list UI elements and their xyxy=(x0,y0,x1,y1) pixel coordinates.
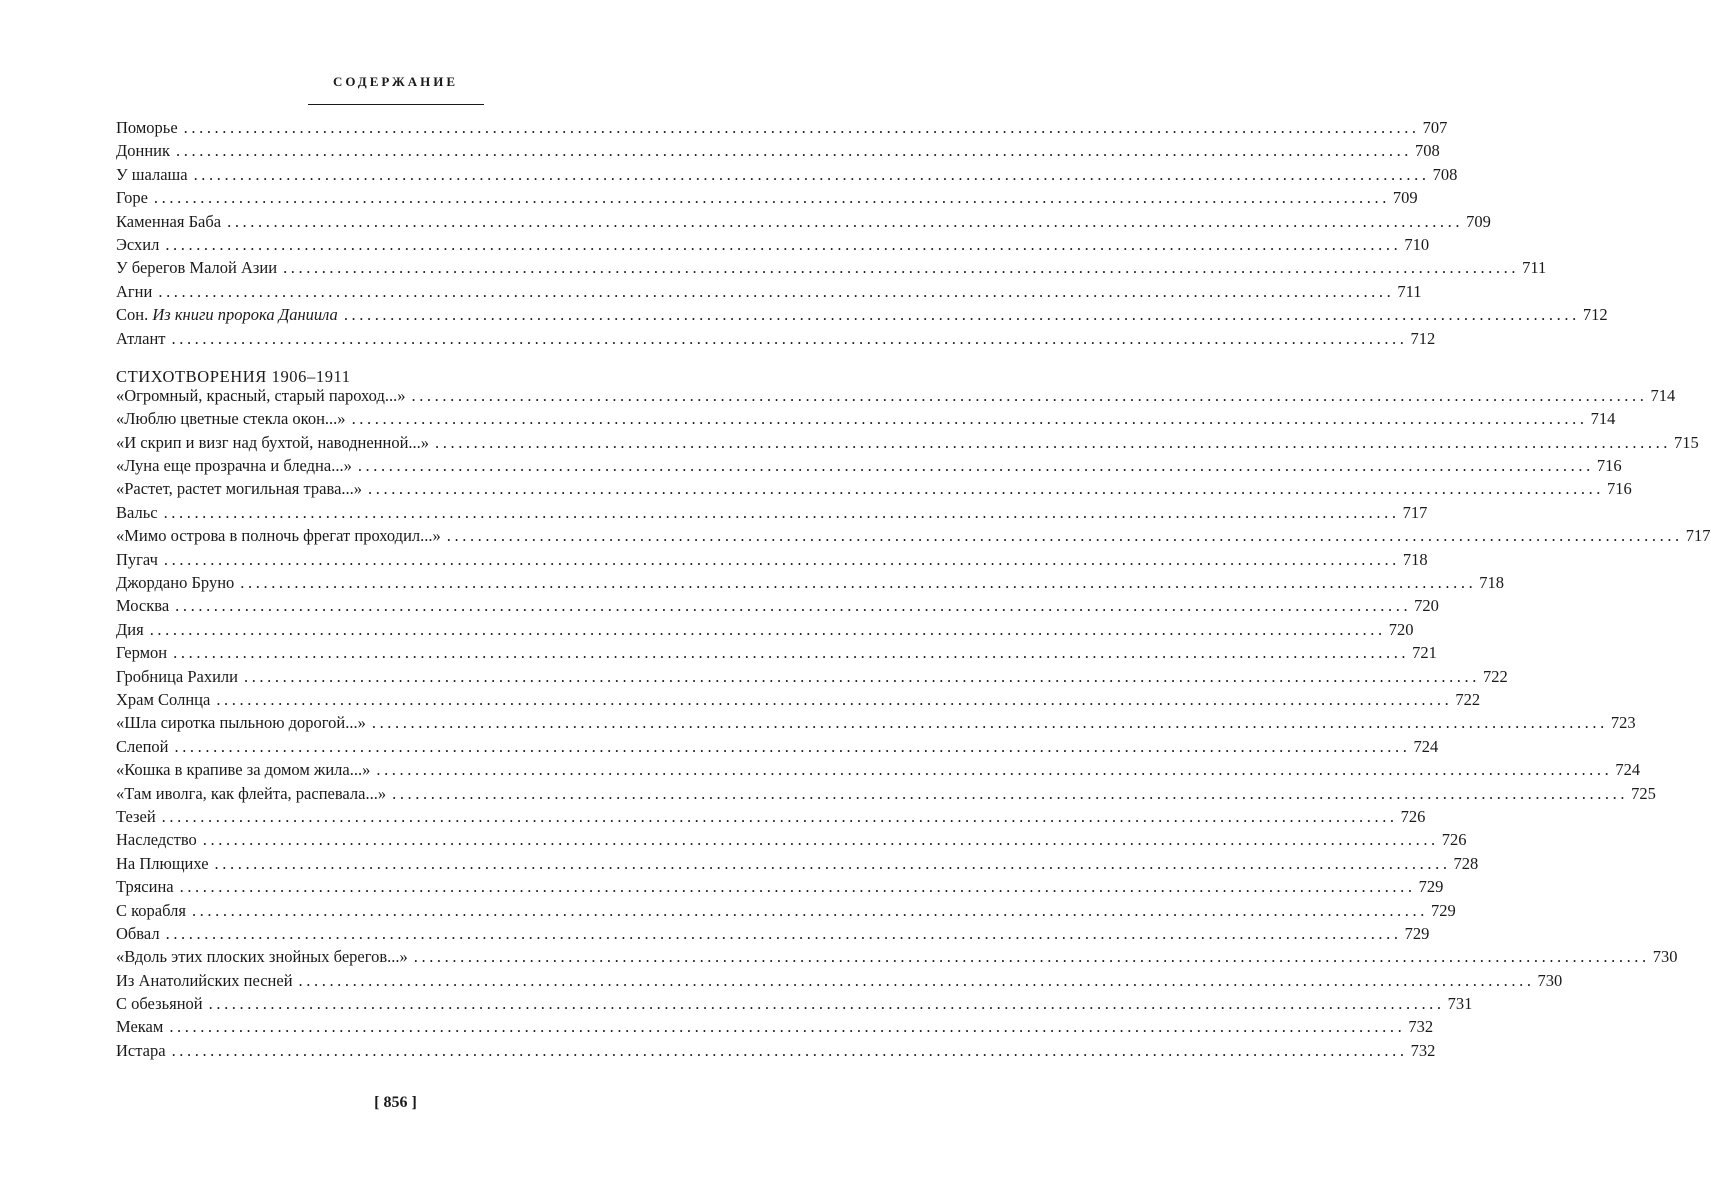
toc-entry-page: 729 xyxy=(1404,923,1430,943)
toc-entry-title-text: Пугач xyxy=(116,549,158,569)
toc-entry-title xyxy=(116,667,238,687)
toc-group-section xyxy=(116,385,1711,1064)
toc-entry-title xyxy=(116,188,148,208)
toc-entry-page: 708 xyxy=(1432,164,1458,184)
toc-entry-page: 712 xyxy=(1410,328,1436,348)
toc-entry-page: 710 xyxy=(1404,234,1430,254)
dot-leader: ................................................................................................................................................................ xyxy=(413,947,1650,967)
toc-entry xyxy=(116,118,1448,141)
toc-entry-title xyxy=(116,409,346,429)
toc-entry-title-text: Каменная Баба xyxy=(116,211,222,231)
toc-entry-page: 707 xyxy=(1422,118,1448,137)
page-header: СОДЕРЖАНИЕ xyxy=(332,74,459,89)
toc-entry-title xyxy=(116,854,209,874)
toc-entry-page: 722 xyxy=(1455,689,1481,709)
toc-entry xyxy=(116,456,1622,479)
toc-entry-title xyxy=(116,713,366,733)
dot-leader: ................................................................................................................................................................ xyxy=(183,118,1420,137)
toc-entry-title xyxy=(116,947,408,967)
dot-leader: ................................................................................................................................................................ xyxy=(161,806,1398,826)
dot-leader: ................................................................................................................................................................ xyxy=(371,713,1608,733)
toc-entry-title xyxy=(116,329,166,349)
toc-entry-page: 714 xyxy=(1650,385,1676,405)
toc-entry-title-text: «Люблю цветные стекла окон...» xyxy=(116,409,346,429)
dot-leader: ................................................................................................................................................................ xyxy=(376,760,1613,780)
dot-leader: ................................................................................................................................................................ xyxy=(175,596,1412,616)
dot-leader: ................................................................................................................................................................ xyxy=(446,526,1683,546)
toc-entry-title xyxy=(116,235,159,255)
toc-entry-title-text: Вальс xyxy=(116,502,158,522)
toc-entry-page: 725 xyxy=(1631,783,1656,803)
toc-entry xyxy=(116,830,1467,853)
toc-entry xyxy=(116,994,1473,1017)
dot-leader: ................................................................................................................................................................ xyxy=(202,830,1439,850)
toc-entry-title xyxy=(116,690,210,710)
toc-entry-title-text: Трясина xyxy=(116,877,174,897)
toc-entry-page: 709 xyxy=(1392,188,1418,208)
toc-entry-title-text: С обезьяной xyxy=(116,994,203,1014)
toc-entry xyxy=(116,409,1616,432)
toc-entry-title-text: Гробница Рахили xyxy=(116,666,238,686)
toc-entry-title-text: Джордано Бруно xyxy=(116,573,235,593)
dot-leader: ................................................................................................................................................................ xyxy=(208,994,1445,1014)
dot-leader: ................................................................................................................................................................ xyxy=(283,258,1520,278)
dot-leader: ................................................................................................................................................................ xyxy=(165,234,1402,254)
toc-entry-subtitle: Из книги пророка Даниила xyxy=(152,305,338,325)
dot-leader: ................................................................................................................................................................ xyxy=(176,141,1413,161)
dot-leader: ................................................................................................................................................................ xyxy=(163,502,1400,522)
toc-entry-title xyxy=(116,165,188,185)
toc-entry xyxy=(116,281,1422,305)
toc-entry-page: 728 xyxy=(1453,853,1479,873)
toc-entry xyxy=(116,923,1430,947)
toc-entry-title-text: «И скрип и визг над бухтой, наводненной...» xyxy=(116,432,430,452)
toc-entry-title xyxy=(116,994,203,1014)
toc-entry xyxy=(116,573,1505,596)
toc-entry-page: 722 xyxy=(1482,666,1508,686)
toc-entry xyxy=(116,328,1436,352)
toc-entry-title xyxy=(116,971,293,991)
toc-entry-title-text: Храм Солнца xyxy=(116,689,211,709)
dot-leader: ................................................................................................................................................................ xyxy=(240,573,1477,593)
toc-entry-title-text: У берегов Малой Азии xyxy=(116,258,278,278)
toc-entry-page: 715 xyxy=(1674,432,1699,452)
dot-leader: ................................................................................................................................................................ xyxy=(171,328,1408,348)
toc-entry-title xyxy=(116,479,362,499)
dot-leader: ................................................................................................................................................................ xyxy=(214,853,1451,873)
dot-leader: ................................................................................................................................................................ xyxy=(169,1017,1406,1037)
toc-entry-title-text: Слепой xyxy=(116,736,169,756)
toc-entry-title-text: Гермон xyxy=(116,643,168,663)
toc-entry xyxy=(116,502,1428,526)
toc-group-top xyxy=(116,118,1608,352)
toc-entry-title-text: Обвал xyxy=(116,923,160,943)
toc-entry-page: 718 xyxy=(1479,573,1505,593)
toc-entry-title xyxy=(116,305,338,325)
dot-leader: ................................................................................................................................................................ xyxy=(343,305,1580,325)
toc-entry-title xyxy=(116,550,158,570)
toc-entry-title-text: Истара xyxy=(116,1040,166,1060)
toc-entry-page: 724 xyxy=(1413,736,1439,756)
dot-leader: ................................................................................................................................................................ xyxy=(392,783,1629,803)
toc-entry-title xyxy=(116,877,174,897)
toc-entry-title xyxy=(116,807,156,827)
toc-entry-page: 711 xyxy=(1397,281,1422,301)
dot-leader: ................................................................................................................................................................ xyxy=(357,456,1594,476)
toc-entry xyxy=(116,760,1641,783)
toc-entry-title-text: У шалаша xyxy=(116,164,188,184)
toc-entry-title xyxy=(116,1041,166,1061)
toc-entry-page: 731 xyxy=(1447,994,1473,1014)
dot-leader: ................................................................................................................................................................ xyxy=(435,432,1672,452)
toc-entry-title-text: Атлант xyxy=(116,328,166,348)
toc-entry xyxy=(116,258,1547,281)
header-rule xyxy=(308,104,484,105)
toc-entry-title-text: Из Анатолийских песней xyxy=(116,970,293,990)
toc-entry-title xyxy=(116,456,352,476)
table-of-contents xyxy=(116,118,1711,1064)
toc-entry-page: 730 xyxy=(1652,947,1678,967)
toc-entry-title-text: Мекам xyxy=(116,1017,164,1037)
toc-entry xyxy=(116,526,1711,549)
toc-entry-title-text: «Растет, растет могильная трава...» xyxy=(116,479,363,499)
toc-entry-page: 721 xyxy=(1412,643,1437,663)
toc-entry-page: 720 xyxy=(1414,596,1439,616)
dot-leader: ................................................................................................................................................................ xyxy=(149,619,1386,639)
toc-entry xyxy=(116,479,1632,502)
toc-entry-title xyxy=(116,212,221,232)
toc-entry xyxy=(116,900,1456,924)
toc-entry xyxy=(116,713,1636,736)
toc-entry-title-text: Горе xyxy=(116,188,148,208)
toc-entry-title-text: Тезей xyxy=(116,806,156,826)
dot-leader: ................................................................................................................................................................ xyxy=(191,900,1428,920)
toc-entry-page: 717 xyxy=(1685,526,1711,546)
toc-entry xyxy=(116,1017,1434,1040)
toc-entry-page: 716 xyxy=(1607,479,1632,499)
toc-entry-page: 729 xyxy=(1430,900,1456,920)
dot-leader: ................................................................................................................................................................ xyxy=(368,479,1605,499)
toc-entry-page: 730 xyxy=(1537,970,1563,990)
dot-leader: ................................................................................................................................................................ xyxy=(179,877,1416,897)
toc-entry-title-text: Агни xyxy=(116,281,153,301)
toc-entry xyxy=(116,619,1414,643)
toc-entry xyxy=(116,853,1479,877)
toc-entry-title-text: «Луна еще прозрачна и бледна...» xyxy=(116,456,352,476)
toc-entry-title-text: Дия xyxy=(116,619,144,639)
toc-entry-title xyxy=(116,573,234,593)
dot-leader: ................................................................................................................................................................ xyxy=(227,211,1464,231)
toc-entry-title-text: Эсхил xyxy=(116,234,160,254)
dot-leader: ................................................................................................................................................................ xyxy=(298,970,1535,990)
toc-entry xyxy=(116,164,1458,188)
toc-entry-title-text: «Там иволга, как флейта, распевала...» xyxy=(116,783,387,803)
toc-entry xyxy=(116,234,1430,258)
toc-entry xyxy=(116,783,1656,807)
toc-entry-title-text: С корабля xyxy=(116,900,186,920)
toc-entry-page: 723 xyxy=(1610,713,1636,733)
toc-entry-page: 716 xyxy=(1596,456,1622,476)
toc-entry xyxy=(116,188,1418,211)
dot-leader: ................................................................................................................................................................ xyxy=(165,923,1402,943)
toc-entry xyxy=(116,666,1508,690)
toc-entry-title xyxy=(116,282,152,302)
toc-entry-page: 732 xyxy=(1408,1017,1434,1037)
toc-entry xyxy=(116,305,1608,328)
toc-entry xyxy=(116,970,1563,994)
dot-leader: ................................................................................................................................................................ xyxy=(351,409,1588,429)
dot-leader: ................................................................................................................................................................ xyxy=(411,385,1648,405)
toc-entry-title xyxy=(116,737,168,757)
toc-entry-page: 724 xyxy=(1615,760,1641,780)
toc-entry-page: 711 xyxy=(1522,258,1547,278)
toc-entry-title-text: «Шла сиротка пыльною дорогой...» xyxy=(116,713,366,733)
toc-entry xyxy=(116,385,1676,409)
toc-entry-page: 720 xyxy=(1388,619,1414,639)
toc-entry-title xyxy=(116,503,158,523)
toc-entry-page: 717 xyxy=(1402,502,1428,522)
toc-entry-page: 709 xyxy=(1466,211,1491,231)
toc-entry-title-text: Сон. xyxy=(116,305,149,325)
toc-entry-title xyxy=(116,386,405,406)
toc-entry xyxy=(116,211,1491,235)
toc-entry xyxy=(116,736,1439,760)
toc-entry-title xyxy=(116,118,178,138)
dot-leader: ................................................................................................................................................................ xyxy=(163,549,1400,569)
toc-entry xyxy=(116,141,1440,164)
toc-entry-page: 726 xyxy=(1400,806,1426,826)
toc-entry-page: 732 xyxy=(1410,1040,1436,1060)
dot-leader: ................................................................................................................................................................ xyxy=(171,1040,1408,1060)
toc-entry-title xyxy=(116,258,277,278)
toc-entry-title xyxy=(116,784,386,804)
page-number: [ 856 ] xyxy=(374,1094,417,1111)
toc-entry-title-text: Донник xyxy=(116,141,171,161)
toc-entry-title xyxy=(116,901,186,921)
toc-entry-title xyxy=(116,760,370,780)
dot-leader: ................................................................................................................................................................ xyxy=(193,164,1430,184)
toc-entry-title xyxy=(116,596,169,616)
dot-leader: ................................................................................................................................................................ xyxy=(173,643,1410,663)
toc-entry-title xyxy=(116,643,167,663)
toc-entry-title xyxy=(116,620,144,640)
toc-entry-title-text: Поморье xyxy=(116,118,178,137)
toc-entry-title-text: На Плющихе xyxy=(116,853,209,873)
toc-entry-title-text: Наследство xyxy=(116,830,197,850)
toc-entry-page: 729 xyxy=(1418,877,1444,897)
section-heading: СТИХОТВОРЕНИЯ 1906–1911 xyxy=(116,366,351,386)
toc-entry xyxy=(116,947,1678,970)
dot-leader: ................................................................................................................................................................ xyxy=(216,689,1453,709)
toc-entry xyxy=(116,877,1444,900)
toc-entry-title xyxy=(116,1017,163,1037)
toc-entry xyxy=(116,806,1426,830)
toc-entry-page: 712 xyxy=(1582,305,1608,325)
toc-entry-title xyxy=(116,526,441,546)
toc-entry xyxy=(116,432,1699,456)
toc-entry-title-text: «Кошка в крапиве за домом жила...» xyxy=(116,760,371,780)
toc-entry-page: 708 xyxy=(1415,141,1440,161)
toc-entry xyxy=(116,596,1439,619)
toc-entry xyxy=(116,1040,1436,1064)
toc-entry xyxy=(116,689,1481,713)
dot-leader: ................................................................................................................................................................ xyxy=(153,188,1390,208)
toc-entry xyxy=(116,643,1437,666)
toc-entry-title xyxy=(116,141,170,161)
toc-entry-title xyxy=(116,924,160,944)
toc-entry-title-text: «Вдоль этих плоских знойных берегов...» xyxy=(116,947,408,967)
toc-entry xyxy=(116,549,1428,573)
toc-entry-page: 714 xyxy=(1590,409,1616,429)
toc-entry-page: 718 xyxy=(1402,549,1428,569)
toc-entry-page: 726 xyxy=(1441,830,1467,850)
dot-leader: ................................................................................................................................................................ xyxy=(174,736,1411,756)
toc-entry-title-text: «Огромный, красный, старый пароход...» xyxy=(116,385,406,405)
toc-entry-title-text: «Мимо острова в полночь фрегат проходил...» xyxy=(116,526,441,546)
dot-leader: ................................................................................................................................................................ xyxy=(243,666,1480,686)
toc-entry-title xyxy=(116,830,197,850)
toc-entry-title-text: Москва xyxy=(116,596,170,616)
dot-leader: ................................................................................................................................................................ xyxy=(158,281,1395,301)
toc-entry-title xyxy=(116,433,429,453)
